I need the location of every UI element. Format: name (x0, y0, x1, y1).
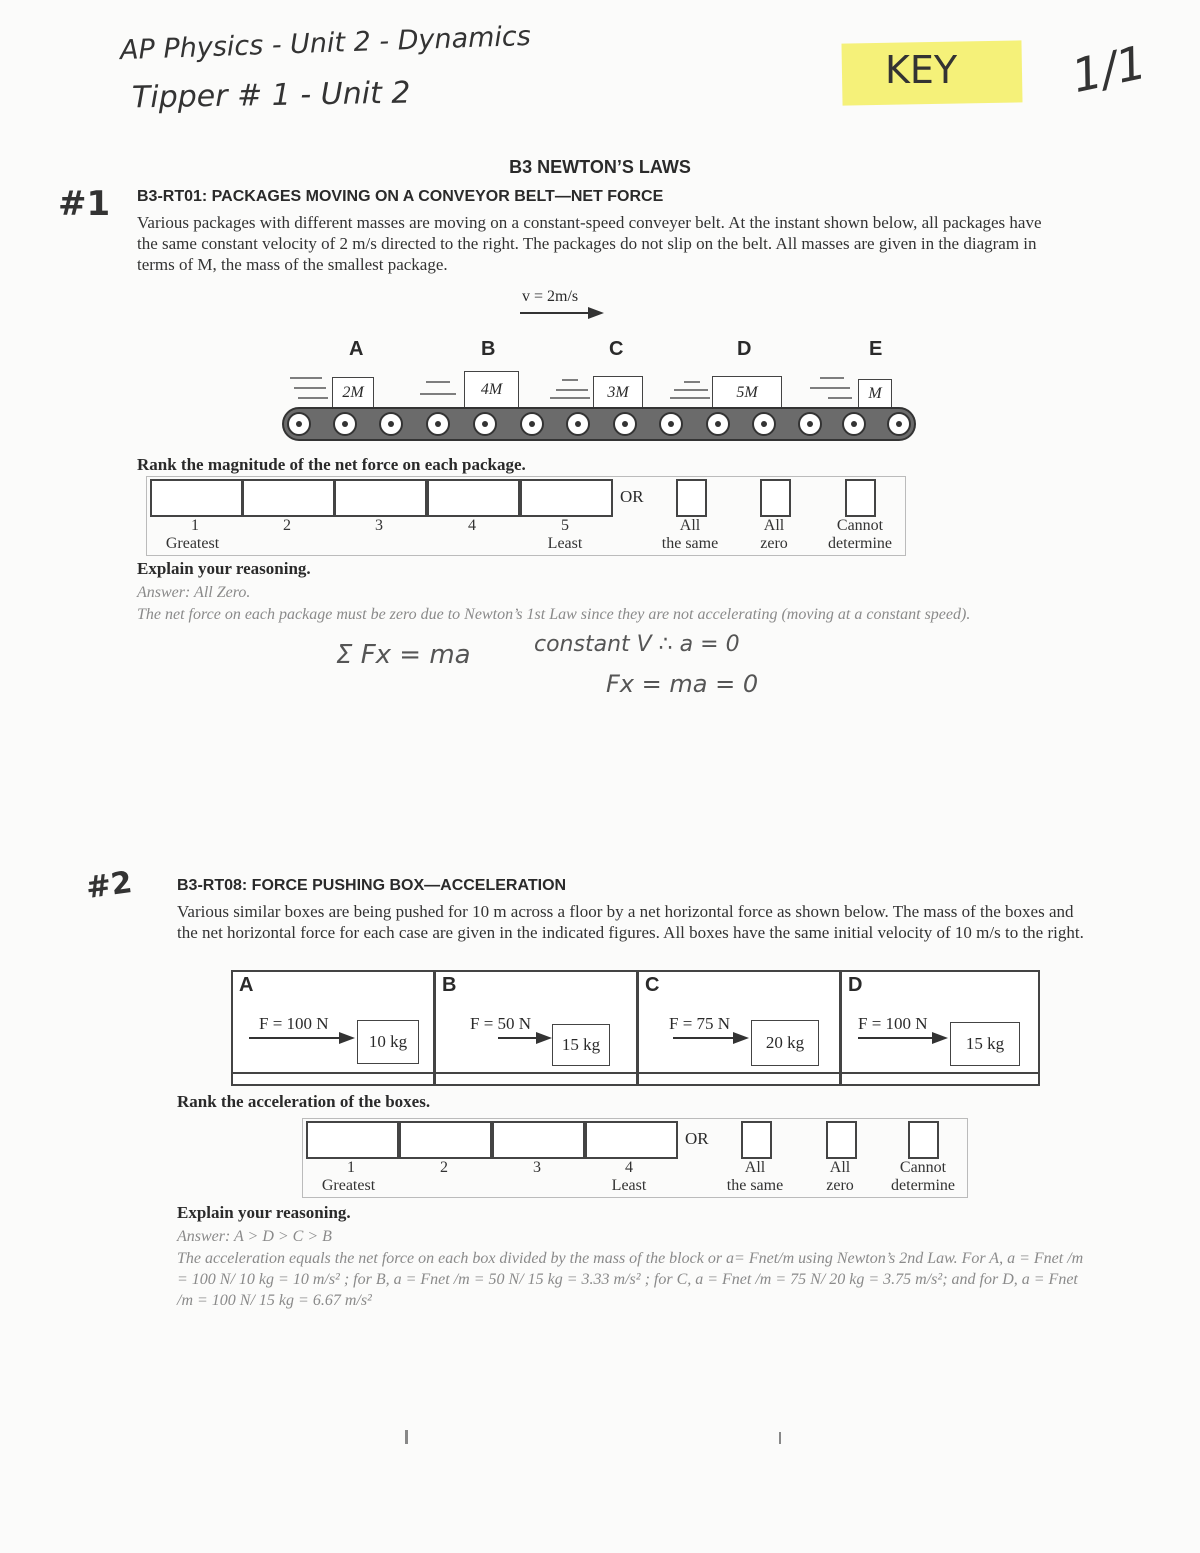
q2-all-same-label-1: All (744, 1159, 766, 1176)
package-a: 2M (332, 377, 374, 409)
q2-explain-label: Explain your reasoning. (177, 1203, 351, 1222)
q2-panel-d (840, 970, 1040, 1086)
q2-answer-reason: The acceleration equals the net force on each box divided by the mass of the block or a= Fnet/m using Newton’s 2nd Law. For A, a = Fnet /m = 100 N/ 10 kg = 10 m/s² ; for B, a = Fnet /m = 50 N/ 15 kg = 3.33 m/s² ; for C, a = Fnet /m = 75 N/ 20 kg = 3.75 m/s²; and for D, a = Fnet /m = 100 N/ 15 kg = 6.67 m/s² (177, 1250, 1084, 1309)
q1-handwritten-note-2: constant V ∴ a = 0 (534, 632, 740, 657)
q2-panel-c (637, 970, 841, 1086)
q2-box-d: 15 kg (950, 1022, 1020, 1066)
score-mark: 1/1 (1067, 34, 1151, 104)
q2-floor-d (842, 1072, 1038, 1074)
q1-rank-box-4[interactable] (427, 479, 520, 517)
q2-rank-num-4: 4 (625, 1159, 633, 1176)
q1-rank-box-1[interactable] (150, 479, 243, 517)
q2-rank-box-1[interactable] (306, 1121, 399, 1159)
conveyor-belt (282, 407, 918, 443)
q1-cannot-determine-box[interactable] (845, 479, 876, 517)
q1-rank-num-2: 2 (283, 517, 291, 534)
key-label: KEY (885, 48, 958, 92)
q2-force-label-d: F = 100 N (858, 1014, 928, 1033)
q1-least-label: Least (547, 535, 583, 552)
q2-title: B3-RT08: FORCE PUSHING BOX—ACCELERATION (177, 877, 567, 894)
q1-rank-num-5: 5 (561, 517, 569, 534)
package-letter-d: D (737, 338, 752, 360)
q2-rank-box-4[interactable] (585, 1121, 678, 1159)
q1-answer: Answer: All Zero. (137, 584, 251, 601)
q2-force-label-b: F = 50 N (470, 1014, 532, 1033)
q2-rank-num-2: 2 (440, 1159, 448, 1176)
q2-floor-a (233, 1072, 433, 1074)
q2-force-arrow-a (247, 1030, 357, 1046)
package-e: M (858, 379, 892, 409)
q2-panel-letter-c: C (645, 974, 660, 996)
q2-rank-box-2[interactable] (399, 1121, 492, 1159)
package-b: 4M (464, 371, 519, 409)
handwritten-title-line1: AP Physics - Unit 2 - Dynamics (119, 20, 532, 67)
package-d: 5M (712, 376, 782, 409)
q1-explain-label: Explain your reasoning. (137, 559, 311, 578)
q2-body: Various similar boxes are being pushed for 10 m across a floor by a net horizontal force as shown below. The mass of the boxes and the net horizontal force for each case are given in the indicated figures. All boxes have the same initial velocity of 10 m/s to the right. (177, 902, 1084, 942)
q2-all-same-box[interactable] (741, 1121, 772, 1159)
q1-rank-prompt: Rank the magnitude of the net force on each package. (137, 455, 526, 474)
q2-handwritten-mark: #2 (83, 864, 135, 907)
q1-handwritten-mark: #1 (58, 184, 111, 224)
scan-speck-right (779, 1432, 781, 1444)
scan-speck-left (405, 1430, 408, 1444)
q1-all-same-label-1: All (679, 517, 701, 534)
package-c: 3M (593, 376, 643, 409)
q2-box-c: 20 kg (751, 1020, 819, 1066)
q1-title: B3-RT01: PACKAGES MOVING ON A CONVEYOR BELT—NET FORCE (137, 188, 664, 205)
q2-panel-b (434, 970, 638, 1086)
q2-cannot-label-1: Cannot (899, 1159, 947, 1176)
package-letter-c: C (609, 338, 624, 360)
q2-rank-box-3[interactable] (492, 1121, 585, 1159)
q2-floor-c (639, 1072, 839, 1074)
q2-rank-num-3: 3 (533, 1159, 541, 1176)
q2-panel-letter-d: D (848, 974, 863, 996)
q2-greatest-label: Greatest (321, 1177, 376, 1194)
q2-box-b: 15 kg (552, 1024, 610, 1066)
section-title: B3 NEWTON’S LAWS (509, 157, 691, 177)
q2-answer: Answer: A > D > C > B (177, 1228, 332, 1245)
q2-box-a: 10 kg (357, 1020, 419, 1064)
q2-panel-a (231, 970, 435, 1086)
q1-rank-num-1: 1 (191, 517, 199, 534)
q2-force-arrow-d (856, 1030, 952, 1046)
velocity-arrow (518, 304, 608, 322)
q1-rank-box-2[interactable] (242, 479, 335, 517)
q1-all-same-label-2: the same (661, 535, 719, 552)
q2-rank-prompt: Rank the acceleration of the boxes. (177, 1092, 431, 1111)
q2-all-zero-label-1: All (829, 1159, 851, 1176)
q1-rank-box-5[interactable] (520, 479, 613, 517)
q2-least-label: Least (611, 1177, 647, 1194)
q2-panel-letter-a: A (239, 974, 254, 996)
q1-all-zero-label-2: zero (760, 535, 788, 552)
package-letter-e: E (869, 338, 883, 360)
q2-all-zero-label-2: zero (826, 1177, 854, 1194)
q2-all-zero-box[interactable] (826, 1121, 857, 1159)
q2-all-same-label-2: the same (726, 1177, 784, 1194)
q2-force-arrow-c (671, 1030, 753, 1046)
q2-floor-b (436, 1072, 636, 1074)
q2-force-arrow-b (496, 1030, 556, 1046)
package-letter-a: A (349, 338, 364, 360)
q1-rank-num-4: 4 (468, 517, 476, 534)
q2-cannot-label-2: determine (891, 1177, 955, 1194)
q1-rank-box-3[interactable] (334, 479, 427, 517)
package-letter-b: B (481, 338, 496, 360)
q2-rank-num-1: 1 (347, 1159, 355, 1176)
handwritten-title-line2: Tipper # 1 - Unit 2 (131, 75, 411, 116)
q1-all-same-box[interactable] (676, 479, 707, 517)
q2-or-label: OR (685, 1129, 709, 1148)
q2-cannot-determine-box[interactable] (908, 1121, 939, 1159)
q1-rank-num-3: 3 (375, 517, 383, 534)
q1-all-zero-label-1: All (763, 517, 785, 534)
q1-greatest-label: Greatest (165, 535, 220, 552)
q1-cannot-label-2: determine (828, 535, 892, 552)
q2-panel-letter-b: B (442, 974, 457, 996)
q1-handwritten-note-1: Σ Fx = ma (336, 640, 471, 670)
q1-cannot-label-1: Cannot (836, 517, 884, 534)
q1-answer-reason: The net force on each package must be zero due to Newton’s 1st Law since they are not accelerating (moving at a constant speed). (137, 606, 971, 623)
q2-force-label-a: F = 100 N (259, 1014, 329, 1033)
q1-handwritten-note-3: Fx = ma = 0 (606, 670, 759, 698)
q1-all-zero-box[interactable] (760, 479, 791, 517)
q2-force-label-c: F = 75 N (669, 1014, 731, 1033)
q1-velocity-label: v = 2m/s (522, 288, 579, 305)
q1-or-label: OR (620, 487, 644, 506)
q1-body: Various packages with different masses are moving on a constant-speed conveyer belt. At the instant shown below, all packages have the same constant velocity of 2 m/s directed to the right. The packages do not slip on the belt. All masses are given in the diagram in terms of M, the mass of the smallest package. (137, 213, 1042, 274)
